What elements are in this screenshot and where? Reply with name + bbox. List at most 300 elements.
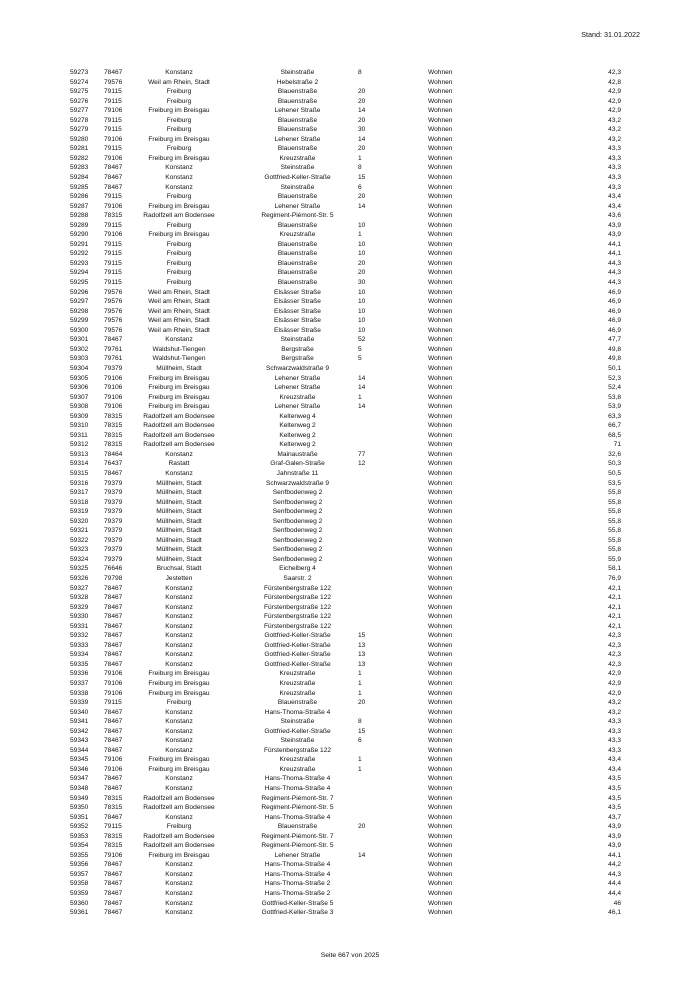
cell-strasse: Lehener Straße <box>274 135 321 143</box>
cell-ort: Freiburg <box>166 269 192 277</box>
cell-plz: 79576 <box>104 78 123 86</box>
cell-id: 59274 <box>70 78 89 86</box>
cell-wert: 43,4 <box>608 202 621 210</box>
cell-plz: 78467 <box>104 870 123 878</box>
cell-hausnummer: 13 <box>358 660 366 668</box>
cell-strasse: Steinstraße <box>280 737 315 745</box>
cell-ort: Konstanz <box>165 746 193 754</box>
cell-strasse: Senfbodenweg 2 <box>272 527 323 535</box>
cell-plz: 79115 <box>104 97 122 105</box>
cell-plz: 78467 <box>104 718 123 726</box>
cell-wert: 42,3 <box>608 641 621 649</box>
cell-nutzung: Wohnen <box>428 727 453 735</box>
cell-id: 59347 <box>70 775 89 783</box>
cell-ort: Konstanz <box>165 718 193 726</box>
cell-wert: 52,3 <box>608 374 621 382</box>
cell-plz: 79115 <box>104 221 122 229</box>
cell-strasse: Schwarzwaldstraße 9 <box>265 364 330 372</box>
table-row <box>70 879 630 889</box>
page-number: Seite 667 von 2025 <box>320 952 380 959</box>
cell-hausnummer: 1 <box>358 393 362 401</box>
cell-hausnummer: 20 <box>358 269 366 277</box>
cell-plz: 79576 <box>104 317 123 325</box>
cell-id: 59310 <box>70 422 89 430</box>
cell-plz: 79106 <box>104 851 123 859</box>
cell-plz: 78315 <box>104 441 123 449</box>
cell-strasse: Mainaustraße <box>277 450 318 458</box>
cell-wert: 43,7 <box>608 813 621 821</box>
cell-strasse: Blauenstraße <box>277 269 318 277</box>
cell-hausnummer: 20 <box>358 259 366 267</box>
cell-ort: Radolfzell am Bodensee <box>143 422 215 430</box>
cell-id: 59353 <box>70 832 89 840</box>
cell-wert: 42,3 <box>608 651 621 659</box>
cell-wert: 46,1 <box>608 909 621 917</box>
cell-id: 59275 <box>70 88 89 96</box>
cell-nutzung: Wohnen <box>428 107 453 115</box>
cell-nutzung: Wohnen <box>428 546 453 554</box>
cell-strasse: Kreuzstraße <box>279 670 316 678</box>
cell-strasse: Fürstenbergstraße 122 <box>263 594 332 602</box>
cell-wert: 43,5 <box>608 785 621 793</box>
cell-hausnummer: 15 <box>358 174 366 182</box>
table-row <box>70 106 630 116</box>
table-row <box>70 326 630 336</box>
cell-id: 59280 <box>70 135 89 143</box>
cell-hausnummer: 1 <box>358 756 362 764</box>
cell-strasse: Gottfried-Keller-Straße <box>264 727 331 735</box>
cell-nutzung: Wohnen <box>428 508 453 516</box>
cell-plz: 79379 <box>104 536 123 544</box>
cell-plz: 79761 <box>104 345 123 353</box>
cell-hausnummer: 20 <box>358 145 366 153</box>
cell-ort: Konstanz <box>165 174 193 182</box>
table-row <box>70 297 630 307</box>
table-row <box>70 507 630 517</box>
cell-nutzung: Wohnen <box>428 345 453 353</box>
cell-nutzung: Wohnen <box>428 469 453 477</box>
cell-id: 59286 <box>70 193 89 201</box>
table-row <box>70 78 630 88</box>
cell-ort: Konstanz <box>165 660 193 668</box>
cell-plz: 79576 <box>104 326 123 334</box>
cell-wert: 46,9 <box>608 307 621 315</box>
cell-ort: Freiburg <box>166 97 192 105</box>
cell-nutzung: Wohnen <box>428 126 453 134</box>
cell-nutzung: Wohnen <box>428 412 453 420</box>
cell-hausnummer: 1 <box>358 670 362 678</box>
cell-ort: Freiburg <box>166 126 192 134</box>
table-row <box>70 555 630 565</box>
cell-nutzung: Wohnen <box>428 212 453 220</box>
cell-nutzung: Wohnen <box>428 78 453 86</box>
cell-hausnummer: 12 <box>358 460 366 468</box>
table-row <box>70 144 630 154</box>
cell-strasse: Lehener Straße <box>274 107 321 115</box>
cell-wert: 55,8 <box>608 489 621 497</box>
cell-strasse: Hans-Thoma-Straße 4 <box>264 708 331 716</box>
cell-strasse: Steinstraße <box>280 164 315 172</box>
table-row <box>70 536 630 546</box>
cell-id: 59337 <box>70 680 89 687</box>
cell-strasse: Senfbodenweg 2 <box>272 546 323 554</box>
cell-strasse: Kreuzstraße <box>279 393 316 401</box>
cell-plz: 78467 <box>104 727 123 735</box>
cell-id: 59346 <box>70 765 89 773</box>
cell-id: 59273 <box>70 69 89 76</box>
table-row <box>70 364 630 374</box>
cell-nutzung: Wohnen <box>428 699 453 707</box>
cell-hausnummer: 1 <box>358 689 362 697</box>
cell-plz: 78315 <box>104 794 123 802</box>
cell-nutzung: Wohnen <box>428 479 453 487</box>
table-row <box>70 851 630 861</box>
table-row <box>70 612 630 622</box>
cell-wert: 42,9 <box>608 88 621 96</box>
cell-wert: 43,5 <box>608 775 621 783</box>
cell-wert: 43,2 <box>608 116 621 124</box>
cell-ort: Freiburg im Breisgau <box>148 393 210 401</box>
cell-id: 59361 <box>70 909 89 917</box>
table-row <box>70 268 630 278</box>
cell-hausnummer: 1 <box>358 231 362 239</box>
cell-id: 59328 <box>70 594 89 602</box>
cell-id: 59356 <box>70 861 89 869</box>
cell-plz: 78467 <box>104 164 123 172</box>
cell-strasse: Steinstraße <box>280 718 315 726</box>
table-row <box>70 622 630 632</box>
cell-id: 59288 <box>70 212 89 220</box>
cell-id: 59330 <box>70 613 89 621</box>
cell-wert: 50,3 <box>608 460 621 468</box>
cell-wert: 43,9 <box>608 823 621 831</box>
cell-wert: 43,9 <box>608 832 621 840</box>
cell-wert: 43,3 <box>608 145 621 153</box>
cell-strasse: Bergstraße <box>281 345 314 353</box>
cell-plz: 78315 <box>104 212 123 220</box>
cell-id: 59334 <box>70 651 89 659</box>
cell-wert: 55,8 <box>608 527 621 535</box>
cell-strasse: Blauenstraße <box>277 126 318 134</box>
cell-id: 59306 <box>70 384 89 392</box>
cell-id: 59359 <box>70 890 89 898</box>
table-row <box>70 841 630 851</box>
cell-strasse: Kreuzstraße <box>279 680 316 687</box>
cell-wert: 44,3 <box>608 279 621 287</box>
cell-strasse: Bergstraße <box>281 355 314 363</box>
cell-ort: Konstanz <box>165 183 193 191</box>
cell-id: 59301 <box>70 336 89 344</box>
cell-nutzung: Wohnen <box>428 832 453 840</box>
cell-nutzung: Wohnen <box>428 69 453 76</box>
cell-plz: 79106 <box>104 154 123 162</box>
cell-plz: 78315 <box>104 422 123 430</box>
cell-wert: 55,8 <box>608 536 621 544</box>
cell-nutzung: Wohnen <box>428 775 453 783</box>
cell-wert: 49,8 <box>608 345 621 353</box>
cell-ort: Müllheim, Stadt <box>156 546 202 554</box>
cell-plz: 79106 <box>104 231 123 239</box>
cell-strasse: Eichelberg 4 <box>279 565 316 573</box>
cell-strasse: Saarstr. 2 <box>283 574 312 582</box>
cell-id: 59343 <box>70 737 89 745</box>
cell-hausnummer: 10 <box>358 307 366 315</box>
cell-plz: 78467 <box>104 813 123 821</box>
table-row <box>70 498 630 508</box>
cell-nutzung: Wohnen <box>428 193 453 201</box>
cell-strasse: Senfbodenweg 2 <box>272 498 323 506</box>
cell-strasse: Schwarzwaldstraße 9 <box>265 479 330 487</box>
cell-ort: Radolfzell am Bodensee <box>143 832 215 840</box>
cell-wert: 42,1 <box>608 584 621 592</box>
cell-nutzung: Wohnen <box>428 288 453 296</box>
cell-plz: 79576 <box>104 307 123 315</box>
cell-ort: Freiburg <box>166 145 192 153</box>
table-row <box>70 603 630 613</box>
cell-strasse: Hebelstraße 2 <box>276 78 319 86</box>
table-row <box>70 860 630 870</box>
cell-plz: 79106 <box>104 135 123 143</box>
cell-wert: 42,1 <box>608 594 621 602</box>
cell-hausnummer: 10 <box>358 240 366 248</box>
cell-ort: Rastatt <box>168 460 190 468</box>
cell-plz: 78467 <box>104 469 123 477</box>
cell-wert: 43,9 <box>608 842 621 850</box>
cell-id: 59355 <box>70 851 89 859</box>
table-row <box>70 450 630 460</box>
cell-id: 59345 <box>70 756 89 764</box>
cell-hausnummer: 20 <box>358 88 366 96</box>
cell-plz: 79115 <box>104 145 122 153</box>
cell-plz: 78467 <box>104 336 123 344</box>
cell-plz: 79106 <box>104 765 123 773</box>
cell-ort: Freiburg im Breisgau <box>148 135 210 143</box>
cell-nutzung: Wohnen <box>428 622 453 630</box>
cell-nutzung: Wohnen <box>428 680 453 687</box>
cell-wert: 46,9 <box>608 288 621 296</box>
cell-nutzung: Wohnen <box>428 603 453 611</box>
cell-ort: Weil am Rhein, Stadt <box>148 307 210 315</box>
cell-plz: 79115 <box>104 823 122 831</box>
cell-strasse: Senfbodenweg 2 <box>272 517 323 525</box>
cell-plz: 78467 <box>104 174 123 182</box>
cell-hausnummer: 14 <box>358 403 366 411</box>
cell-nutzung: Wohnen <box>428 174 453 182</box>
cell-plz: 78467 <box>104 909 123 917</box>
table-row <box>70 240 630 250</box>
cell-nutzung: Wohnen <box>428 307 453 315</box>
table-row <box>70 479 630 489</box>
table-row <box>70 288 630 298</box>
cell-ort: Konstanz <box>165 727 193 735</box>
cell-strasse: Steinstraße <box>280 336 315 344</box>
cell-ort: Freiburg <box>166 699 192 707</box>
cell-id: 59279 <box>70 126 89 134</box>
cell-wert: 44,4 <box>608 880 621 888</box>
table-row <box>70 431 630 441</box>
cell-strasse: Hans-Thoma-Straße 4 <box>264 870 331 878</box>
cell-strasse: Fürstenbergstraße 122 <box>263 746 332 754</box>
cell-ort: Konstanz <box>165 813 193 821</box>
cell-strasse: Blauenstraße <box>277 279 318 287</box>
cell-plz: 79115 <box>104 269 122 277</box>
cell-wert: 66,7 <box>608 422 621 430</box>
cell-id: 59298 <box>70 307 89 315</box>
cell-strasse: Keltenweg 2 <box>279 441 316 449</box>
cell-strasse: Blauenstraße <box>277 193 318 201</box>
cell-id: 59308 <box>70 403 89 411</box>
cell-nutzung: Wohnen <box>428 259 453 267</box>
cell-ort: Freiburg im Breisgau <box>148 403 210 411</box>
cell-hausnummer: 15 <box>358 727 366 735</box>
cell-wert: 55,8 <box>608 498 621 506</box>
cell-plz: 78315 <box>104 412 123 420</box>
table-row <box>70 402 630 412</box>
cell-wert: 43,3 <box>608 737 621 745</box>
cell-nutzung: Wohnen <box>428 651 453 659</box>
cell-id: 59285 <box>70 183 89 191</box>
cell-strasse: Regiment-Piémont-Str. 7 <box>261 794 334 802</box>
table-row <box>70 87 630 97</box>
cell-ort: Konstanz <box>165 164 193 172</box>
table-row <box>70 163 630 173</box>
cell-id: 59358 <box>70 880 89 888</box>
cell-strasse: Hans-Thoma-Straße 4 <box>264 861 331 869</box>
cell-hausnummer: 20 <box>358 193 366 201</box>
cell-wert: 55,9 <box>608 555 621 563</box>
cell-hausnummer: 1 <box>358 154 362 162</box>
cell-nutzung: Wohnen <box>428 279 453 287</box>
cell-nutzung: Wohnen <box>428 708 453 716</box>
table-row <box>70 584 630 594</box>
table-row <box>70 459 630 469</box>
cell-nutzung: Wohnen <box>428 842 453 850</box>
cell-ort: Freiburg im Breisgau <box>148 384 210 392</box>
cell-wert: 46 <box>613 899 621 907</box>
cell-plz: 78467 <box>104 708 123 716</box>
cell-wert: 55,8 <box>608 508 621 516</box>
cell-ort: Freiburg <box>166 193 192 201</box>
table-row <box>70 908 630 918</box>
cell-strasse: Keltenweg 2 <box>279 431 316 439</box>
cell-id: 59315 <box>70 469 89 477</box>
cell-ort: Weil am Rhein, Stadt <box>148 288 210 296</box>
cell-wert: 42,9 <box>608 97 621 105</box>
cell-ort: Konstanz <box>165 584 193 592</box>
cell-plz: 79576 <box>104 288 123 296</box>
cell-wert: 44,1 <box>608 240 621 248</box>
table-row <box>70 383 630 393</box>
cell-nutzung: Wohnen <box>428 431 453 439</box>
table-row <box>70 631 630 641</box>
cell-hausnummer: 20 <box>358 97 366 105</box>
cell-wert: 44,2 <box>608 861 621 869</box>
cell-id: 59335 <box>70 660 89 668</box>
cell-hausnummer: 5 <box>358 355 362 363</box>
cell-ort: Freiburg <box>166 279 192 287</box>
cell-nutzung: Wohnen <box>428 527 453 535</box>
cell-ort: Radolfzell am Bodensee <box>143 794 215 802</box>
cell-wert: 44,1 <box>608 250 621 258</box>
cell-hausnummer: 6 <box>358 183 362 191</box>
cell-nutzung: Wohnen <box>428 422 453 430</box>
cell-nutzung: Wohnen <box>428 183 453 191</box>
cell-plz: 78467 <box>104 603 123 611</box>
cell-strasse: Lehener Straße <box>274 374 321 382</box>
cell-nutzung: Wohnen <box>428 393 453 401</box>
cell-id: 59319 <box>70 508 89 516</box>
cell-wert: 43,5 <box>608 794 621 802</box>
cell-nutzung: Wohnen <box>428 450 453 458</box>
cell-wert: 42,9 <box>608 670 621 678</box>
table-row <box>70 794 630 804</box>
cell-ort: Müllheim, Stadt <box>156 527 202 535</box>
cell-nutzung: Wohnen <box>428 202 453 210</box>
cell-id: 59342 <box>70 727 89 735</box>
cell-plz: 78315 <box>104 832 123 840</box>
cell-plz: 79576 <box>104 298 123 306</box>
cell-nutzung: Wohnen <box>428 594 453 602</box>
cell-ort: Konstanz <box>165 785 193 793</box>
cell-wert: 43,2 <box>608 699 621 707</box>
cell-nutzung: Wohnen <box>428 116 453 124</box>
cell-plz: 78464 <box>104 450 123 458</box>
cell-strasse: Keltenweg 4 <box>279 412 316 420</box>
table-row <box>70 440 630 450</box>
table-row <box>70 135 630 145</box>
table-row <box>70 393 630 403</box>
cell-nutzung: Wohnen <box>428 823 453 831</box>
cell-hausnummer: 10 <box>358 317 366 325</box>
cell-plz: 78467 <box>104 660 123 668</box>
cell-id: 59309 <box>70 412 89 420</box>
cell-ort: Radolfzell am Bodensee <box>143 804 215 812</box>
cell-id: 59300 <box>70 326 89 334</box>
table-row <box>70 698 630 708</box>
cell-wert: 46,9 <box>608 298 621 306</box>
cell-plz: 79106 <box>104 393 123 401</box>
cell-strasse: Kreuzstraße <box>279 756 316 764</box>
cell-nutzung: Wohnen <box>428 536 453 544</box>
cell-strasse: Jahnstraße 11 <box>276 469 319 477</box>
cell-id: 59304 <box>70 364 89 372</box>
table-row <box>70 259 630 269</box>
cell-hausnummer: 20 <box>358 823 366 831</box>
cell-strasse: Blauenstraße <box>277 88 318 96</box>
table-row <box>70 717 630 727</box>
cell-ort: Radolfzell am Bodensee <box>143 441 215 449</box>
cell-id: 59312 <box>70 441 89 449</box>
table-row <box>70 784 630 794</box>
cell-ort: Freiburg <box>166 88 192 96</box>
table-row <box>70 202 630 212</box>
table-row <box>70 574 630 584</box>
cell-strasse: Elsässer Straße <box>274 288 321 296</box>
cell-wert: 71 <box>613 441 621 449</box>
table-row <box>70 650 630 660</box>
cell-ort: Freiburg im Breisgau <box>148 756 210 764</box>
cell-wert: 44,3 <box>608 259 621 267</box>
cell-id: 59305 <box>70 374 89 382</box>
cell-plz: 79115 <box>104 259 122 267</box>
cell-ort: Konstanz <box>165 594 193 602</box>
table-row <box>70 221 630 231</box>
cell-nutzung: Wohnen <box>428 813 453 821</box>
cell-nutzung: Wohnen <box>428 355 453 363</box>
cell-ort: Freiburg im Breisgau <box>148 680 210 687</box>
cell-plz: 79115 <box>104 126 122 134</box>
cell-plz: 79115 <box>104 250 122 258</box>
